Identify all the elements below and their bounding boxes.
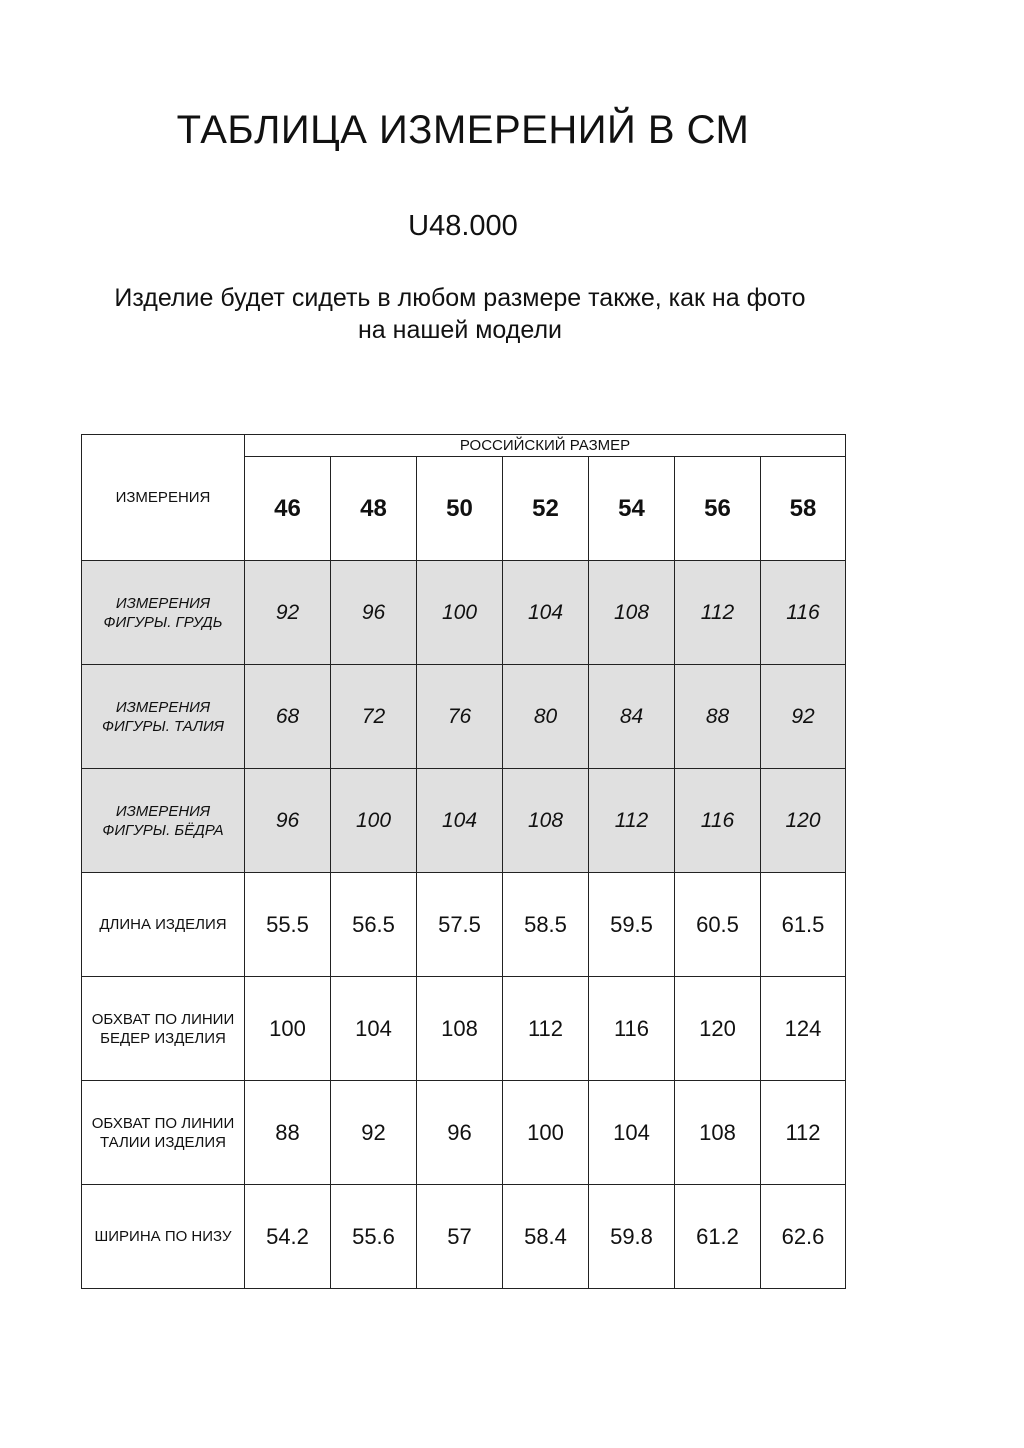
row-label: ИЗМЕРЕНИЯ ФИГУРЫ. БЁДРА [82,769,245,873]
table-cell: 92 [331,1081,417,1185]
table-cell: 100 [245,977,331,1081]
table-cell: 120 [675,977,761,1081]
table-cell: 60.5 [675,873,761,977]
table-cell: 104 [589,1081,675,1185]
table-row [82,769,846,873]
table-cell: 58.5 [503,873,589,977]
table-cell: 124 [761,977,846,1081]
table-cell: 55.5 [245,873,331,977]
table-cell: 59.5 [589,873,675,977]
table-cell: 112 [761,1081,846,1185]
table-row [82,977,846,1081]
russian-size-header: РОССИЙСКИЙ РАЗМЕР [245,435,846,457]
table-cell: 108 [503,769,589,873]
size-header: 50 [417,457,503,561]
table-cell: 55.6 [331,1185,417,1289]
table-cell: 57.5 [417,873,503,977]
fit-note: Изделие будет сидеть в любом размере также, как на фото на нашей модели [114,284,806,344]
table-cell: 54.2 [245,1185,331,1289]
table-cell: 84 [589,665,675,769]
table-cell: 80 [503,665,589,769]
table-cell: 112 [675,561,761,665]
size-header: 52 [503,457,589,561]
table-cell: 116 [761,561,846,665]
table-cell: 57 [417,1185,503,1289]
table-cell: 88 [675,665,761,769]
size-table [81,434,846,1289]
table-cell: 100 [417,561,503,665]
measurements-header: ИЗМЕРЕНИЯ [82,435,245,561]
row-label: ОБХВАТ ПО ЛИНИИ ТАЛИИ ИЗДЕЛИЯ [82,1081,245,1185]
table-cell: 88 [245,1081,331,1185]
table-row [82,873,846,977]
table-cell: 100 [503,1081,589,1185]
table-cell: 59.8 [589,1185,675,1289]
table-row [82,1185,846,1289]
row-label: ШИРИНА ПО НИЗУ [82,1185,245,1289]
table-cell: 61.2 [675,1185,761,1289]
row-label: ИЗМЕРЕНИЯ ФИГУРЫ. ГРУДЬ [82,561,245,665]
table-cell: 120 [761,769,846,873]
size-header: 58 [761,457,846,561]
size-header: 54 [589,457,675,561]
size-header: 56 [675,457,761,561]
table-cell: 108 [675,1081,761,1185]
table-cell: 58.4 [503,1185,589,1289]
size-header: 48 [331,457,417,561]
table-cell: 108 [589,561,675,665]
table-cell: 68 [245,665,331,769]
table-cell: 72 [331,665,417,769]
table-cell: 100 [331,769,417,873]
table-cell: 92 [245,561,331,665]
table-cell: 116 [675,769,761,873]
table-cell: 56.5 [331,873,417,977]
table-cell: 62.6 [761,1185,846,1289]
table-cell: 104 [503,561,589,665]
table-cell: 112 [589,769,675,873]
row-label: ИЗМЕРЕНИЯ ФИГУРЫ. ТАЛИЯ [82,665,245,769]
table-cell: 92 [761,665,846,769]
table-cell: 116 [589,977,675,1081]
table-cell: 96 [417,1081,503,1185]
table-row [82,665,846,769]
row-label: ОБХВАТ ПО ЛИНИИ БЕДЕР ИЗДЕЛИЯ [82,977,245,1081]
row-label: ДЛИНА ИЗДЕЛИЯ [82,873,245,977]
product-code: U48.000 [408,210,518,242]
table-row [82,1081,846,1185]
table-cell: 108 [417,977,503,1081]
table-cell: 104 [417,769,503,873]
table-cell: 61.5 [761,873,846,977]
table-cell: 96 [331,561,417,665]
table-header-row [82,435,846,457]
table-cell: 76 [417,665,503,769]
size-header: 46 [245,457,331,561]
table-cell: 112 [503,977,589,1081]
table-cell: 104 [331,977,417,1081]
table-row [82,561,846,665]
table-cell: 96 [245,769,331,873]
page-title: ТАБЛИЦА ИЗМЕРЕНИЙ В СМ [176,108,750,152]
